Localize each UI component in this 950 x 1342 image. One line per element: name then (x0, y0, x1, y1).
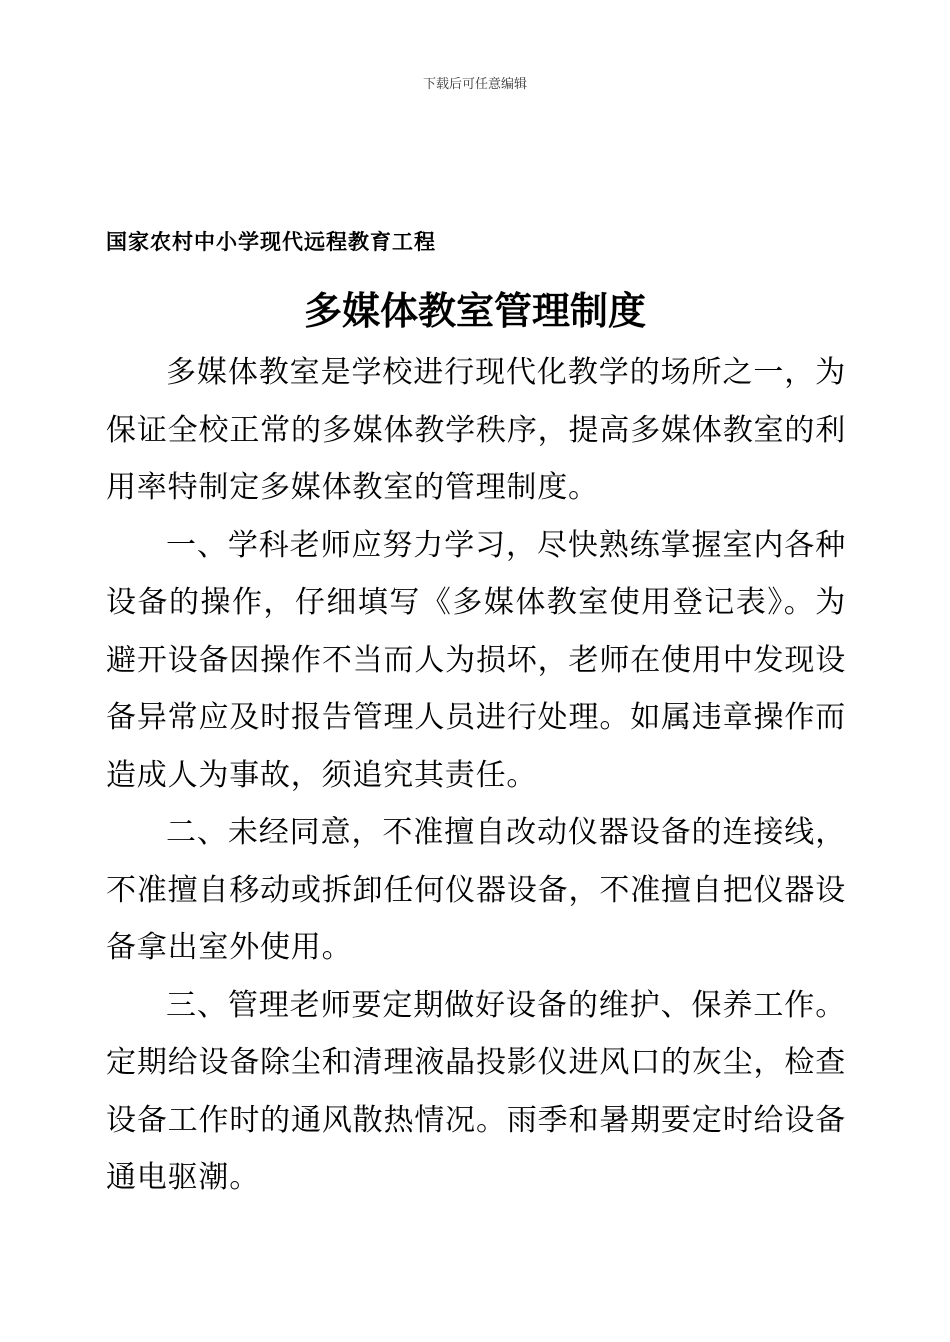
paragraph-rule-2: 二、未经同意，不准擅自改动仪器设备的连接线，不准擅自移动或拆卸任何仪器设备，不准擅自把仪器设备拿出室外使用。 (106, 815, 846, 965)
page-header-note: 下载后可任意编辑 (422, 77, 527, 92)
project-title: 国家农村中小学现代远程教育工程 (106, 230, 436, 254)
paragraph-rule-3: 三、管理老师要定期做好设备的维护、保养工作。定期给设备除尘和清理液晶投影仪进风口的灰尘，检查设备工作时的通风散热情况。雨季和暑期要定时给设备通电驱潮。 (106, 987, 846, 1195)
document-body (106, 344, 846, 1207)
document-title: 多媒体教室管理制度 (303, 289, 646, 333)
paragraph-intro: 多媒体教室是学校进行现代化教学的场所之一，为保证全校正常的多媒体教学秩序，提高多媒体教室的利用率特制定多媒体教室的管理制度。 (106, 355, 846, 505)
paragraph-rule-1: 一、学科老师应努力学习，尽快熟练掌握室内各种设备的操作，仔细填写《多媒体教室使用登记表》。为避开设备因操作不当而人为损坏，老师在使用中发现设备异常应及时报告管理人员进行处理。如属违章操作而造成人为事故，须追究其责任。 (106, 527, 846, 793)
